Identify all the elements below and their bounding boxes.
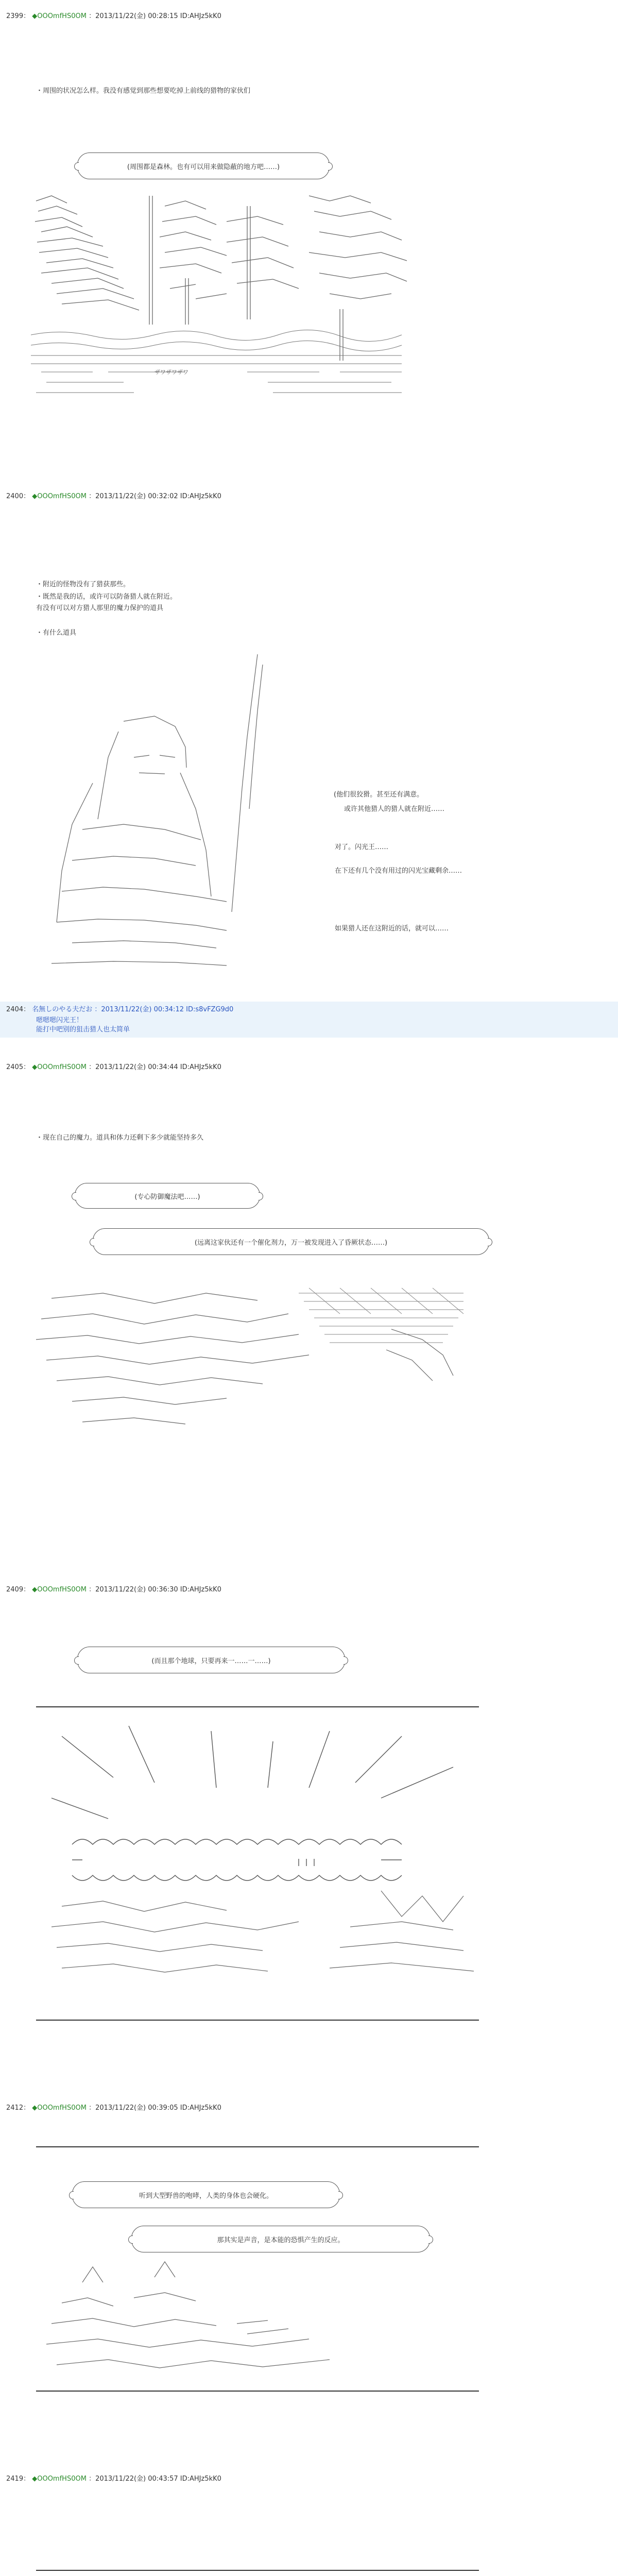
post-header <box>6 1004 233 1016</box>
divider-line <box>36 2146 479 2147</box>
post-number[interactable]: 2419： <box>6 2475 30 2483</box>
speech-bubble: (远离这家伙还有一个催化剂力，万一被发现进入了昏厥状态……) <box>93 1228 489 1255</box>
post-header <box>6 2102 221 2114</box>
poster-name[interactable]: 名無しのやる夫だお <box>32 1006 93 1013</box>
narration-line: ・有什么道具 <box>36 629 77 637</box>
sfx-text: ザワザワザワ <box>154 369 188 376</box>
post-meta: ：2013/11/22(金) 00:36:30 ID:AHJz5kK0 <box>89 1586 221 1594</box>
poster-name[interactable]: ◆OOOmfHS0OM <box>32 2475 87 2483</box>
poster-name[interactable]: ◆OOOmfHS0OM <box>32 1063 87 1071</box>
side-text: 在下还有几个没有用过的闪光宝藏剩余…… <box>335 867 462 875</box>
side-text: (他们很狡猾。甚至还有满意。 <box>334 791 424 799</box>
post-number[interactable]: 2412： <box>6 2104 30 2112</box>
post-meta: ：2013/11/22(金) 00:34:12 ID:s8vFZG9d0 <box>94 1006 234 1013</box>
narration-line: ・既然是我的话，或许可以防备猎人就在附近。 <box>36 593 177 601</box>
poster-name[interactable]: ◆OOOmfHS0OM <box>32 493 87 500</box>
narration-line: 有没有可以对方猎人那里的魔力保护的道具 <box>36 604 164 612</box>
character-ascii-art <box>41 654 299 974</box>
roar-burst-art <box>41 1721 484 2009</box>
post-meta: ：2013/11/22(金) 00:43:57 ID:AHJz5kK0 <box>89 2475 221 2483</box>
divider-line <box>36 2570 479 2571</box>
poster-name[interactable]: ◆OOOmfHS0OM <box>32 1586 87 1594</box>
post-header <box>6 10 221 23</box>
speech-bubble: (周围都是森林。也有可以用来做隐蔽的地方吧……) <box>77 152 330 179</box>
post-header <box>6 1061 221 1074</box>
speech-bubble: (而且那个地球，只要再来一……一……) <box>77 1647 345 1673</box>
post-number[interactable]: 2409： <box>6 1586 30 1594</box>
divider-line <box>36 2020 479 2021</box>
side-text: 对了。闪光王…… <box>335 843 389 851</box>
side-text: 或许其他猎人的猎人就在附近…… <box>344 805 445 813</box>
side-text: 如果猎人还在这附近的话，就可以…… <box>335 925 449 933</box>
reply-line: 能打中吧别的狙击猎人也太简单 <box>36 1026 130 1033</box>
post-header <box>6 2473 221 2485</box>
post-number[interactable]: 2400： <box>6 493 30 500</box>
battle-ascii-art <box>31 1278 474 1432</box>
forest-ascii-art <box>31 191 412 407</box>
post-meta: ：2013/11/22(金) 00:39:05 ID:AHJz5kK0 <box>89 2104 221 2112</box>
post-header <box>6 1584 221 1596</box>
speech-bubble: (专心防御魔法吧……) <box>75 1183 260 1209</box>
poster-name[interactable]: ◆OOOmfHS0OM <box>32 12 87 20</box>
post-header <box>6 490 221 503</box>
post-number[interactable]: 2399： <box>6 12 30 20</box>
reply-line: 嗯嗯嗯闪光王！ <box>36 1016 83 1024</box>
speech-bubble: 那其实是声音，是本能的恐惧产生的反应。 <box>131 2226 430 2252</box>
narration-line: ・现在自己的魔力。道具和体力还剩下多少就能坚持多久 <box>36 1134 204 1142</box>
speech-bubble: 听到大型野兽的咆哮，人类的身体也会硬化。 <box>72 2181 340 2208</box>
divider-line <box>36 1706 479 1707</box>
poster-name[interactable]: ◆OOOmfHS0OM <box>32 2104 87 2112</box>
narration-line: ・附近的怪物没有了猎获那些。 <box>36 581 130 588</box>
post-meta: ：2013/11/22(金) 00:28:15 ID:AHJz5kK0 <box>89 12 221 20</box>
post-number[interactable]: 2405： <box>6 1063 30 1071</box>
post-meta: ：2013/11/22(金) 00:32:02 ID:AHJz5kK0 <box>89 493 221 500</box>
narration-line: ・周围的状况怎么样。我没有感觉到那些想要吃掉上前线的猎物的家伙们 <box>36 87 251 95</box>
post-meta: ：2013/11/22(金) 00:34:44 ID:AHJz5kK0 <box>89 1063 221 1071</box>
divider-line <box>36 2391 479 2392</box>
crowd-ascii-art <box>41 2257 360 2380</box>
post-number[interactable]: 2404： <box>6 1006 30 1013</box>
